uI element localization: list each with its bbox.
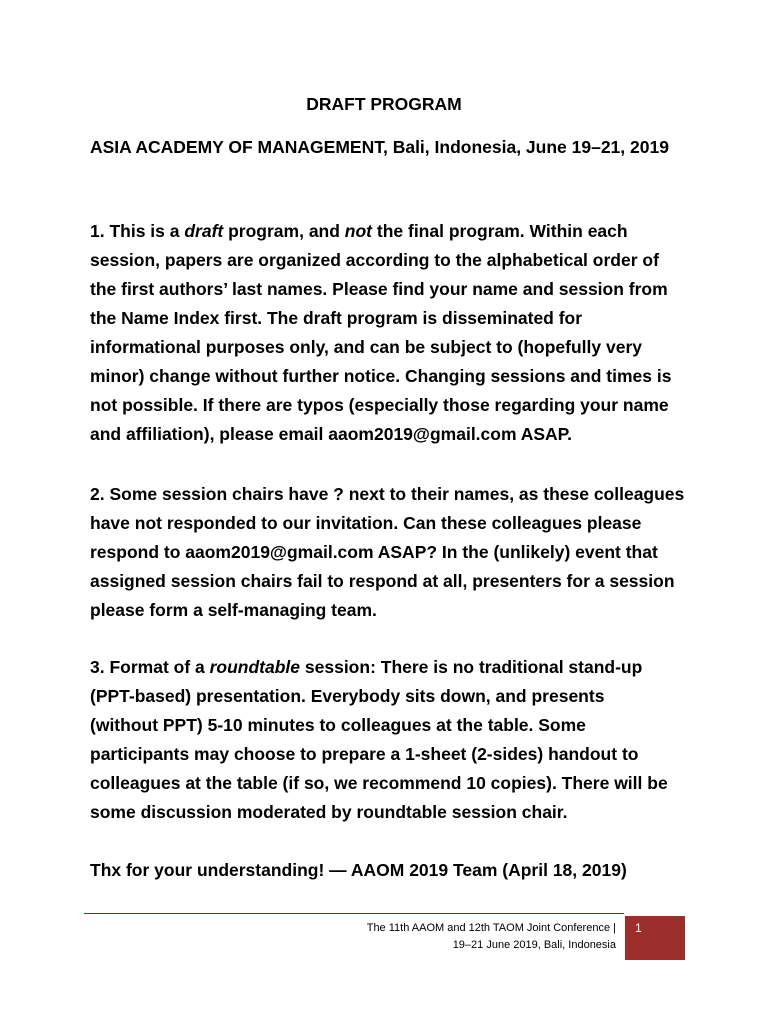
paragraph-line: [90, 653, 710, 682]
text-run: the final program. Within each: [372, 221, 628, 241]
footer-line-2: 19–21 June 2019, Bali, Indonesia: [452, 939, 616, 951]
paragraph-line: colleagues at the table (if so, we recommend 10 copies). There will be: [90, 773, 668, 793]
paragraph-line: the Name Index first. The draft program is disseminated for: [90, 308, 583, 328]
paragraph-line: (without PPT) 5-10 minutes to colleagues at the table. Some: [90, 715, 586, 735]
note-paragraph-1: [90, 217, 710, 449]
thanks-line: Thx for your understanding! — AAOM 2019 Team (April 18, 2019): [90, 860, 627, 880]
paragraph-line: respond to aaom2019@gmail.com ASAP? In the (unlikely) event that: [90, 542, 658, 562]
page-number-badge: 1: [625, 916, 685, 960]
paragraph-line: assigned session chairs fail to respond at all, presenters for a session: [90, 571, 675, 591]
paragraph-line: have not responded to our invitation. Can these colleagues please: [90, 513, 642, 533]
text-run: session: There is no traditional stand-up: [300, 657, 643, 677]
conference-subtitle: ASIA ACADEMY OF MANAGEMENT, Bali, Indonesia, June 19–21, 2019: [90, 137, 669, 157]
paragraph-line: minor) change without further notice. Changing sessions and times is: [90, 366, 672, 386]
paragraph-line: please form a self-managing team.: [90, 600, 377, 620]
paragraph-line: 2. Some session chairs have ? next to their names, as these colleagues: [90, 484, 685, 504]
footer-divider: [84, 913, 624, 914]
note-paragraph-2: [90, 480, 710, 625]
text-run: program, and: [223, 221, 345, 241]
paragraph-line: and affiliation), please email aaom2019@gmail.com ASAP.: [90, 424, 572, 444]
text-run: 1. This is a: [90, 221, 185, 241]
italic-text-not: not: [344, 221, 373, 241]
paragraph-line: the first authors’ last names. Please find your name and session from: [90, 279, 668, 299]
text-run: 3. Format of a: [90, 657, 210, 677]
italic-text-roundtable: roundtable: [209, 657, 301, 677]
note-paragraph-3: [90, 653, 710, 827]
paragraph-line: (PPT-based) presentation. Everybody sits down, and presents: [90, 686, 605, 706]
paragraph-line: some discussion moderated by roundtable session chair.: [90, 802, 568, 822]
footer-conference-info: [367, 920, 616, 954]
paragraph-line: not possible. If there are typos (especially those regarding your name: [90, 395, 669, 415]
italic-text-draft: draft: [184, 221, 224, 241]
paragraph-line: participants may choose to prepare a 1-sheet (2-sides) handout to: [90, 744, 639, 764]
paragraph-line: informational purposes only, and can be subject to (hopefully very: [90, 337, 642, 357]
footer-line-1: The 11th AAOM and 12th TAOM Joint Conference |: [366, 922, 616, 934]
paragraph-line: session, papers are organized according to the alphabetical order of: [90, 250, 659, 270]
page-title: DRAFT PROGRAM: [306, 94, 462, 114]
paragraph-line: [90, 217, 710, 246]
